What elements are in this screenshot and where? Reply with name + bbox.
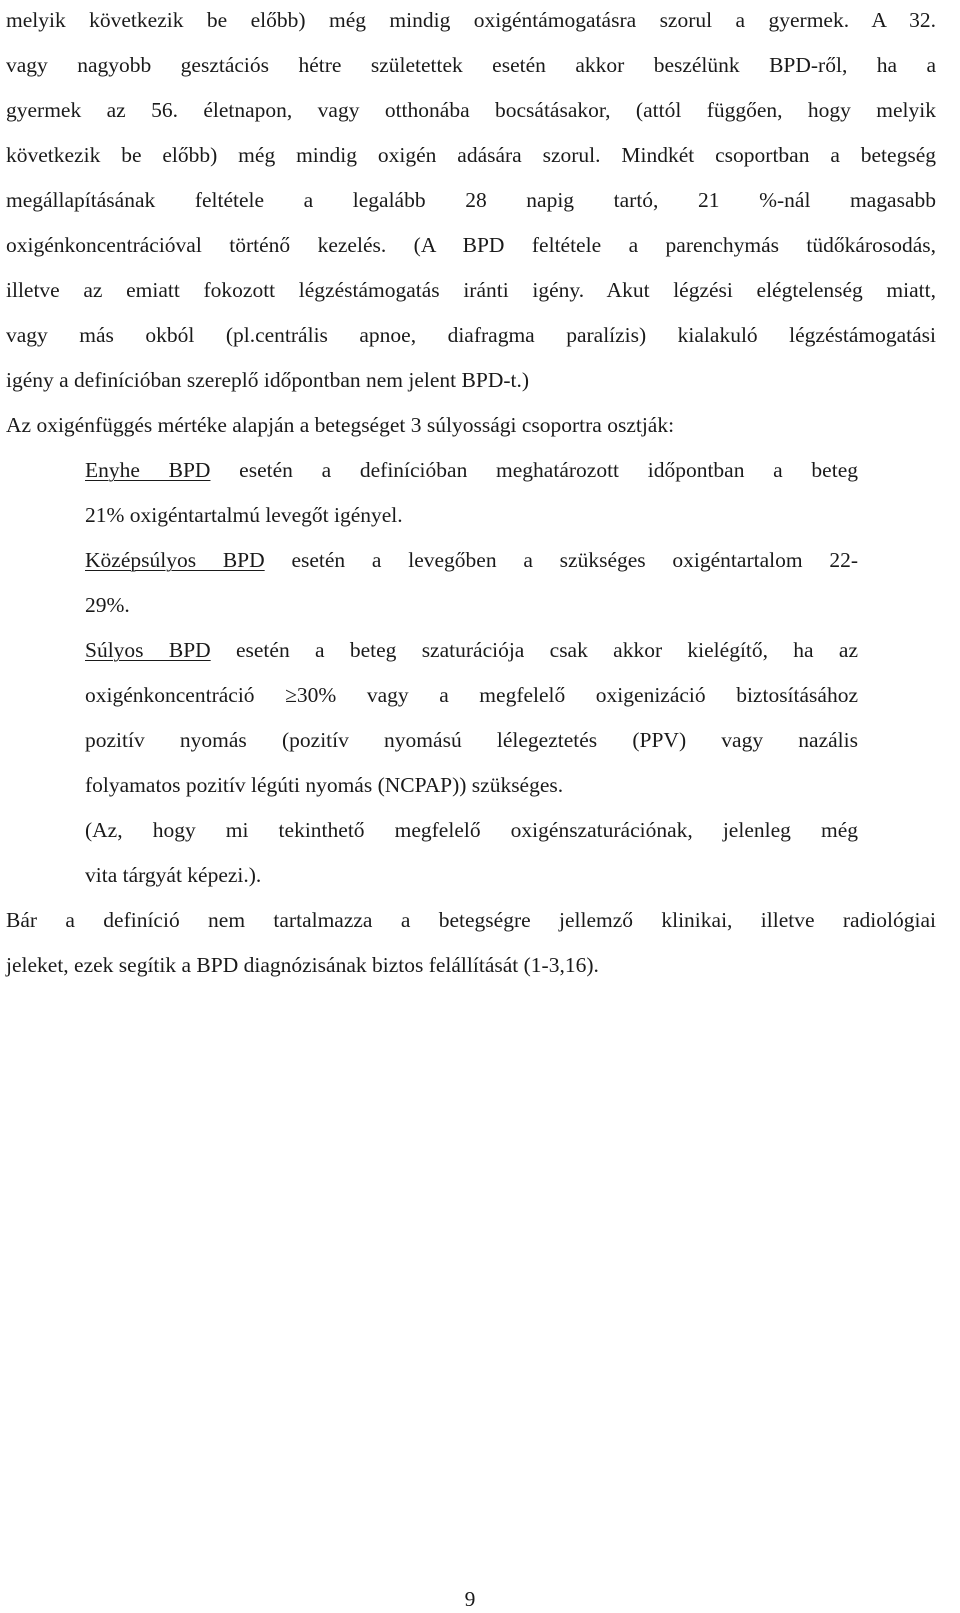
paragraph-line-9: igény a definícióban szereplő időpontban nem jelent BPD-t.) <box>6 368 530 392</box>
paragraph-line-2: vagy nagyobb gesztációs hétre születettek esetén akkor beszélünk BPD-ről, ha a <box>6 53 936 77</box>
paragraph-line-5: megállapításának feltétele a legalább 28 napig tartó, 21 %-nál magasabb <box>6 188 936 212</box>
page-number: 9 <box>464 1587 476 1611</box>
paragraph-line-1: melyik következik be előbb) még mindig oxigéntámogatásra szorul a gyermek. A 32. <box>6 8 936 32</box>
moderate-bpd-text: esetén a levegőben a szükséges oxigéntartalom 22- <box>264 548 858 572</box>
paragraph-line-3: gyermek az 56. életnapon, vagy otthonába bocsátásakor, (attól függően, hogy melyik <box>6 98 936 122</box>
closing-line-2: jeleket, ezek segítik a BPD diagnózisának biztos felállítását (1-3,16). <box>6 953 599 977</box>
moderate-bpd-line-2: 29%. <box>85 593 130 617</box>
paragraph-line-7: illetve az emiatt fokozott légzéstámogatás iránti igény. Akut légzési elégtelenség miatt, <box>6 278 936 302</box>
mild-bpd-line-2: 21% oxigéntartalmú levegőt igényel. <box>85 503 403 527</box>
severe-bpd-text: esetén a beteg szaturációja csak akkor kielégítő, ha az <box>210 638 858 662</box>
mild-bpd-line-1 <box>85 455 858 485</box>
paragraph-line-6: oxigénkoncentrációval történő kezelés. (A BPD feltétele a parenchymás tüdőkárosodás, <box>6 233 936 257</box>
mild-bpd-text: esetén a definícióban meghatározott időpontban a beteg <box>210 458 858 482</box>
moderate-bpd-line-1 <box>85 545 858 575</box>
moderate-bpd-term: Középsúlyos BPD <box>85 548 265 572</box>
closing-line-1: Bár a definíció nem tartalmazza a betegségre jellemző klinikai, illetve radiológiai <box>6 908 936 932</box>
paragraph-line-8: vagy más okból (pl.centrális apnoe, diafragma paralízis) kialakuló légzéstámogatási <box>6 323 936 347</box>
mild-bpd-term: Enyhe BPD <box>85 458 211 482</box>
note-line-1: (Az, hogy mi tekinthető megfelelő oxigénszaturációnak, jelenleg még <box>85 818 858 842</box>
severe-bpd-term: Súlyos BPD <box>85 638 211 662</box>
severe-bpd-line-2: oxigénkoncentráció ≥30% vagy a megfelelő oxigenizáció biztosításához <box>85 683 858 707</box>
severe-bpd-line-4: folyamatos pozitív légúti nyomás (NCPAP)) szükséges. <box>85 773 564 797</box>
severe-bpd-line-3: pozitív nyomás (pozitív nyomású lélegeztetés (PPV) vagy nazális <box>85 728 858 752</box>
paragraph-line-4: következik be előbb) még mindig oxigén adására szorul. Mindkét csoportban a betegség <box>6 143 936 167</box>
severity-intro: Az oxigénfüggés mértéke alapján a betegséget 3 súlyossági csoportra osztják: <box>6 413 675 437</box>
severe-bpd-line-1 <box>85 635 858 665</box>
note-line-2: vita tárgyát képezi.). <box>85 863 262 887</box>
